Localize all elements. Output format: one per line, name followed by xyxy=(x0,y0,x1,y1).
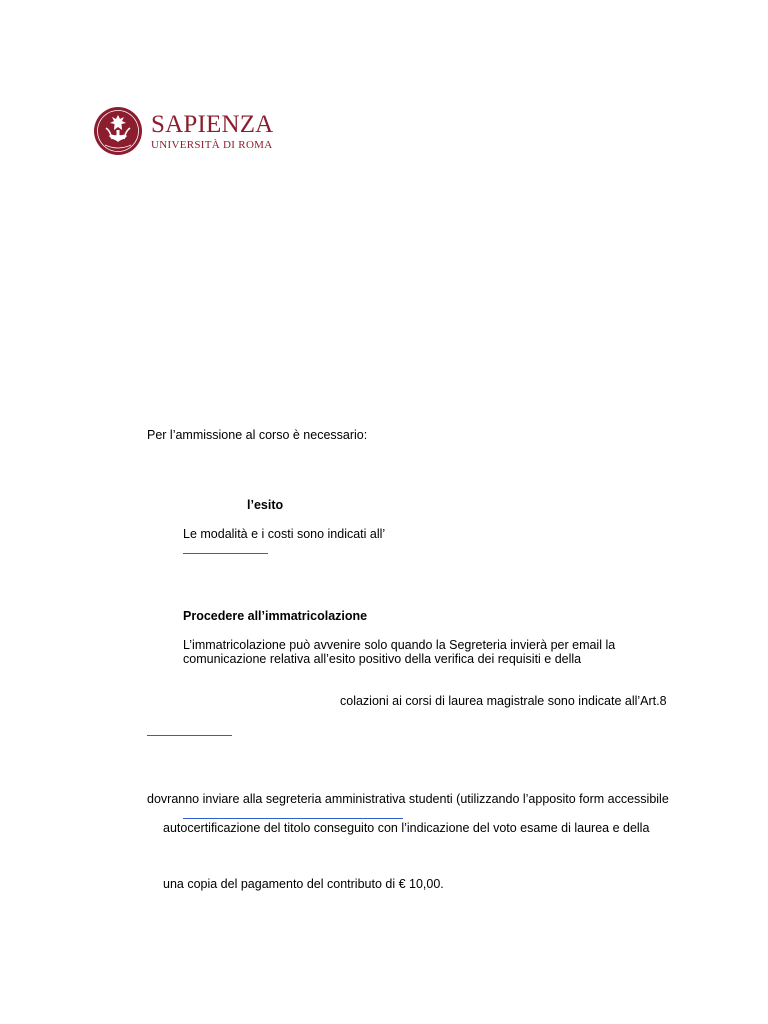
enroll-text-line-1: L’immatricolazione può avvenire solo quando la Segreteria invierà per email la xyxy=(183,638,616,652)
list-item-pagamento: una copia del pagamento del contributo di € 10,00. xyxy=(163,877,444,891)
list-item-autocertificazione: autocertificazione del titolo conseguito con l’indicazione del voto esame di laurea e della xyxy=(163,821,650,835)
costs-link-underline[interactable] xyxy=(183,553,268,554)
enroll-text-line-3: colazioni ai corsi di laurea magistrale sono indicate all’Art.8 xyxy=(340,694,667,708)
intro-text: Per l’ammissione al corso è necessario: xyxy=(147,428,368,442)
esito-heading: l’esito xyxy=(247,498,284,512)
sapienza-seal-icon xyxy=(93,106,143,156)
logo-subtitle: UNIVERSITÀ DI ROMA xyxy=(151,139,273,151)
costs-text: Le modalità e i costi sono indicati all’ xyxy=(183,527,386,541)
sapienza-logo xyxy=(93,106,274,158)
enroll-heading: Procedere all’immatricolazione xyxy=(183,609,368,623)
form-link-underline[interactable] xyxy=(183,818,403,819)
send-text: dovranno inviare alla segreteria amministrativa studenti (utilizzando l’apposito form accessibile xyxy=(147,792,669,806)
logo-wordmark: SAPIENZA xyxy=(151,111,274,138)
art8-link-underline[interactable] xyxy=(147,735,232,736)
enroll-text-line-2: comunicazione relativa all’esito positivo della verifica dei requisiti e della xyxy=(183,652,582,666)
